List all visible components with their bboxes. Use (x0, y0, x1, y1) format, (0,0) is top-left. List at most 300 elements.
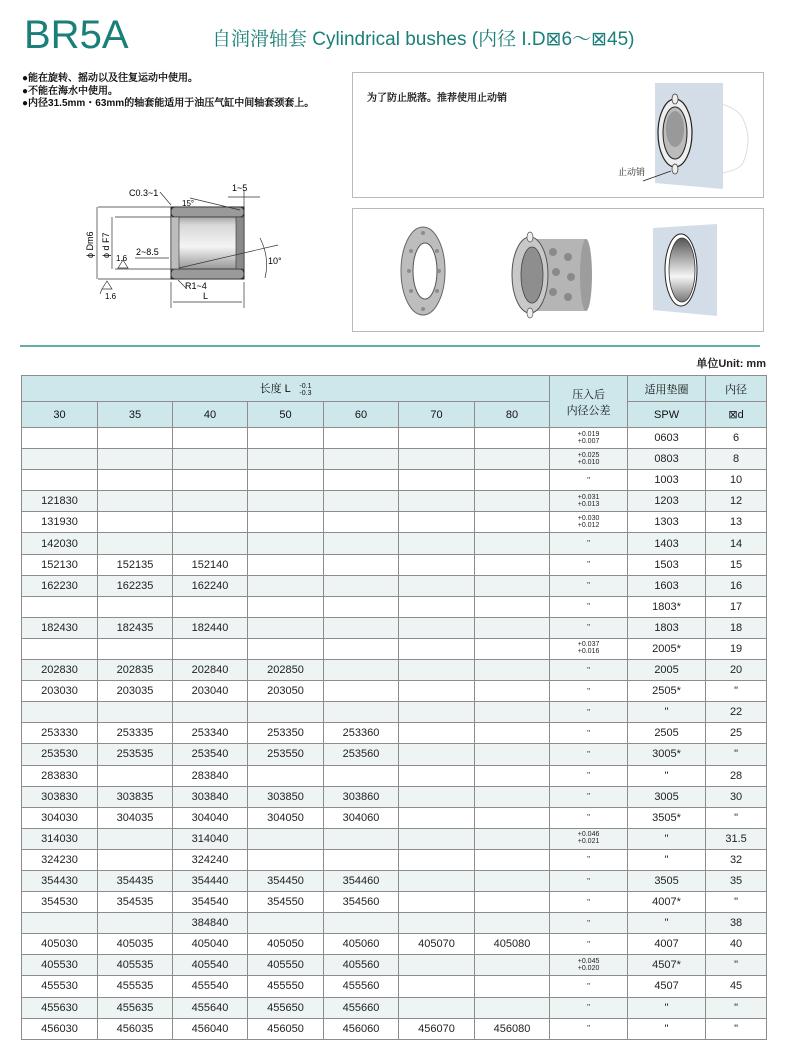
part-number-cell (324, 638, 399, 659)
part-number-cell: 253550 (248, 744, 324, 765)
part-number-cell: 202840 (173, 660, 248, 681)
part-number-cell (173, 428, 248, 449)
part-number-cell (475, 976, 550, 997)
part-number-cell: 202850 (248, 660, 324, 681)
part-number-cell (248, 512, 324, 533)
part-number-cell (475, 870, 550, 891)
header-row-1 (22, 376, 767, 402)
part-number-cell (399, 744, 475, 765)
length-column-header: 30 (22, 402, 98, 428)
part-number-cell (399, 976, 475, 997)
part-number-cell: 283830 (22, 765, 98, 786)
part-number-cell (475, 765, 550, 786)
length-column-header: 35 (98, 402, 173, 428)
part-number-cell: 131930 (22, 512, 98, 533)
inner-diameter-cell: " (706, 997, 767, 1018)
tolerance-cell: " (550, 596, 628, 617)
length-column-header: 40 (173, 402, 248, 428)
part-number-cell: 324240 (173, 849, 248, 870)
part-number-cell (173, 491, 248, 512)
part-number-cell (475, 470, 550, 491)
inner-diameter-cell: 25 (706, 723, 767, 744)
washer-cell: " (628, 828, 706, 849)
washer-cell: 1303 (628, 512, 706, 533)
table-row (22, 1018, 767, 1039)
inner-diameter-cell: 30 (706, 786, 767, 807)
feature-notes (22, 73, 314, 111)
part-number-cell (22, 702, 98, 723)
inner-diameter-cell: 6 (706, 428, 767, 449)
tolerance-lower: +0.020 (577, 964, 600, 972)
inner-diameter-cell: 12 (706, 491, 767, 512)
tolerance-lower: +0.012 (577, 521, 600, 529)
washer-cell: 0603 (628, 428, 706, 449)
inner-diameter-cell: 38 (706, 913, 767, 934)
part-number-cell: 203035 (98, 681, 173, 702)
part-number-cell (324, 660, 399, 681)
washer-cell: " (628, 849, 706, 870)
part-number-cell (475, 617, 550, 638)
part-number-cell (399, 828, 475, 849)
part-number-cell: 405070 (399, 934, 475, 955)
tolerance-cell: " (550, 660, 628, 681)
part-number-cell (248, 449, 324, 470)
tolerance-value (578, 452, 600, 466)
part-number-cell (399, 870, 475, 891)
tolerance-cell: " (550, 723, 628, 744)
tolerance-cell (550, 828, 628, 849)
inner-diameter-cell: 22 (706, 702, 767, 723)
table-row (22, 849, 767, 870)
part-number-cell: 203030 (22, 681, 98, 702)
part-number-cell (98, 913, 173, 934)
washer-cell: " (628, 702, 706, 723)
part-number-cell (475, 449, 550, 470)
table-row (22, 638, 767, 659)
part-number-cell (399, 512, 475, 533)
part-number-cell: 354435 (98, 870, 173, 891)
length-label: L (203, 291, 209, 301)
part-number-cell (399, 702, 475, 723)
inner-diameter-cell: 40 (706, 934, 767, 955)
inner-diameter-cell: 31.5 (706, 828, 767, 849)
part-number-cell (98, 828, 173, 849)
inner-diameter-cell: 28 (706, 765, 767, 786)
part-number-cell (475, 997, 550, 1018)
tolerance-cell: " (550, 997, 628, 1018)
part-number-cell (399, 786, 475, 807)
part-number-cell (399, 765, 475, 786)
length-tol-lower: -0.3 (299, 389, 312, 397)
part-number-cell: 455535 (98, 976, 173, 997)
unit-label: 单位Unit: mm (696, 358, 766, 370)
part-number-cell (399, 617, 475, 638)
part-number-cell (475, 849, 550, 870)
part-number-cell: 203040 (173, 681, 248, 702)
part-number-cell (475, 892, 550, 913)
part-number-cell: 405060 (324, 934, 399, 955)
tolerance-cell: " (550, 554, 628, 575)
part-number-cell (324, 533, 399, 554)
tolerance-lower: +0.013 (577, 500, 600, 508)
angle-15-label: 15° (182, 199, 195, 208)
part-number-cell (248, 491, 324, 512)
washer-cell: 1603 (628, 575, 706, 596)
part-number-cell: 405560 (324, 955, 399, 976)
tolerance-cell (550, 512, 628, 533)
inner-diameter-cell: 17 (706, 596, 767, 617)
tolerance-upper: +0.025 (577, 451, 600, 459)
tolerance-cell: " (550, 1018, 628, 1039)
washer-header: 适用垫圈 (628, 376, 706, 402)
tolerance-upper: +0.045 (577, 957, 600, 965)
part-number-cell (475, 955, 550, 976)
part-number-cell (22, 428, 98, 449)
table-row (22, 744, 767, 765)
part-number-cell (98, 428, 173, 449)
washer-cell: 3505* (628, 807, 706, 828)
part-number-cell (98, 596, 173, 617)
part-number-cell: 152140 (173, 554, 248, 575)
part-number-cell: 253360 (324, 723, 399, 744)
length-column-header: 60 (324, 402, 399, 428)
part-number-cell (475, 491, 550, 512)
part-number-cell (173, 470, 248, 491)
part-number-cell: 253340 (173, 723, 248, 744)
tolerance-cell: " (550, 870, 628, 891)
part-number-cell (248, 913, 324, 934)
table-row (22, 470, 767, 491)
part-number-cell (98, 533, 173, 554)
part-number-cell: 354430 (22, 870, 98, 891)
part-number-cell: 455630 (22, 997, 98, 1018)
part-number-cell: 354560 (324, 892, 399, 913)
length-column-header: 70 (399, 402, 475, 428)
part-number-cell: 253535 (98, 744, 173, 765)
part-number-cell (475, 913, 550, 934)
part-number-cell (475, 702, 550, 723)
washer-cell: 2505* (628, 681, 706, 702)
washer-cell: " (628, 913, 706, 934)
inner-diameter-cell: 15 (706, 554, 767, 575)
part-number-cell: 354535 (98, 892, 173, 913)
washer-cell: " (628, 765, 706, 786)
part-number-cell (22, 913, 98, 934)
part-number-cell: 456050 (248, 1018, 324, 1039)
part-number-cell (475, 723, 550, 744)
part-number-cell: 304030 (22, 807, 98, 828)
part-number-cell: 354550 (248, 892, 324, 913)
tolerance-cell: " (550, 533, 628, 554)
part-number-cell: 405030 (22, 934, 98, 955)
part-number-cell: 455640 (173, 997, 248, 1018)
part-number-cell (475, 786, 550, 807)
part-number-cell: 455650 (248, 997, 324, 1018)
part-number-cell (475, 828, 550, 849)
tolerance-cell: " (550, 765, 628, 786)
part-number-cell: 405530 (22, 955, 98, 976)
part-number-cell (399, 491, 475, 512)
part-number-cell: 405535 (98, 955, 173, 976)
table-row (22, 786, 767, 807)
part-number-cell (324, 765, 399, 786)
inner-dia-label: ϕ d F7 (101, 232, 111, 258)
part-number-cell: 354450 (248, 870, 324, 891)
inner-diameter-cell: 19 (706, 638, 767, 659)
roughness-outer-label: 1.6 (105, 292, 117, 301)
inner-diameter-cell: 10 (706, 470, 767, 491)
part-number-cell: 162230 (22, 575, 98, 596)
part-number-cell: 304050 (248, 807, 324, 828)
part-number-cell: 405080 (475, 934, 550, 955)
tolerance-cell: " (550, 807, 628, 828)
part-number-cell (248, 428, 324, 449)
part-number-cell: 253335 (98, 723, 173, 744)
angle-10-label: 10° (268, 256, 282, 266)
washer-cell: 1803 (628, 617, 706, 638)
part-number-cell (475, 428, 550, 449)
part-number-cell (248, 702, 324, 723)
note-item: ●能在旋转、摇动以及往复运动中使用。 (22, 73, 199, 84)
part-number-cell (475, 533, 550, 554)
table-row (22, 681, 767, 702)
tolerance-cell: " (550, 470, 628, 491)
table-row (22, 617, 767, 638)
installed-bush-image (653, 224, 723, 319)
tolerance-cell: " (550, 934, 628, 955)
part-number-cell: 304040 (173, 807, 248, 828)
tolerance-cell: " (550, 913, 628, 934)
length-column-header: 50 (248, 402, 324, 428)
part-number-cell (173, 512, 248, 533)
inner-diameter-cell: 13 (706, 512, 767, 533)
part-number-cell: 354530 (22, 892, 98, 913)
part-number-cell (173, 702, 248, 723)
part-number-cell (324, 617, 399, 638)
part-number-cell (98, 638, 173, 659)
part-number-cell: 202835 (98, 660, 173, 681)
tolerance-lower: +0.016 (577, 648, 600, 656)
header-row-2 (22, 402, 767, 428)
installation-note-box (352, 72, 764, 198)
outer-dia-label: ϕ Dm6 (85, 231, 95, 258)
tolerance-upper: +0.037 (577, 641, 600, 649)
part-number-cell: 162235 (98, 575, 173, 596)
part-number-cell: 455660 (324, 997, 399, 1018)
washer-cell: 2505 (628, 723, 706, 744)
tolerance-cell (550, 491, 628, 512)
part-number-cell (248, 554, 324, 575)
table-row (22, 449, 767, 470)
washer-cell: 1403 (628, 533, 706, 554)
tolerance-lower: +0.010 (577, 458, 600, 466)
installation-caption: 为了防止脱落。推荐使用止动销 (367, 93, 507, 104)
part-number-cell (324, 849, 399, 870)
id-subheader: ⊠d (706, 402, 767, 428)
table-row (22, 997, 767, 1018)
table-row (22, 955, 767, 976)
dimension-table (21, 375, 767, 1040)
part-number-cell (22, 449, 98, 470)
inner-diameter-cell: " (706, 681, 767, 702)
part-number-cell (475, 807, 550, 828)
washer-cell: 1203 (628, 491, 706, 512)
part-number-cell (399, 449, 475, 470)
part-number-cell (248, 617, 324, 638)
part-number-cell: 384840 (173, 913, 248, 934)
part-number-cell (399, 955, 475, 976)
part-number-cell: 162240 (173, 575, 248, 596)
part-number-cell (475, 575, 550, 596)
tolerance-cell (550, 955, 628, 976)
tolerance-upper: +0.030 (577, 514, 600, 522)
tolerance-cell: " (550, 575, 628, 596)
washer-subheader: SPW (628, 402, 706, 428)
part-number-cell (475, 638, 550, 659)
part-number-cell: 456080 (475, 1018, 550, 1039)
part-number-cell (324, 512, 399, 533)
part-number-cell (173, 638, 248, 659)
tolerance-value (578, 515, 600, 529)
part-number-cell: 455560 (324, 976, 399, 997)
tolerance-cell: " (550, 702, 628, 723)
inner-diameter-cell: 35 (706, 870, 767, 891)
part-number-cell (248, 828, 324, 849)
groove-label: 1~5 (232, 183, 248, 193)
length-tol-upper: -0.1 (299, 382, 312, 390)
washer-cell: 1503 (628, 554, 706, 575)
part-number-cell (399, 638, 475, 659)
part-number-cell (22, 596, 98, 617)
washer-cell: 0803 (628, 449, 706, 470)
washer-cell: 3505 (628, 870, 706, 891)
inner-diameter-cell: " (706, 955, 767, 976)
part-number-cell: 456035 (98, 1018, 173, 1039)
table-row (22, 575, 767, 596)
tolerance-header-line2: 内径公差 (566, 404, 611, 417)
tolerance-cell: " (550, 681, 628, 702)
part-number-cell: 203050 (248, 681, 324, 702)
part-number-cell (324, 554, 399, 575)
tolerance-cell: " (550, 744, 628, 765)
table-row (22, 976, 767, 997)
table-row (22, 723, 767, 744)
inner-diameter-cell: 20 (706, 660, 767, 681)
part-number-cell: 304035 (98, 807, 173, 828)
inner-diameter-cell: " (706, 744, 767, 765)
table-row (22, 596, 767, 617)
tolerance-header (550, 376, 628, 428)
part-number-cell: 456060 (324, 1018, 399, 1039)
part-number-cell: 455540 (173, 976, 248, 997)
part-number-cell (399, 428, 475, 449)
part-number-cell: 303835 (98, 786, 173, 807)
length-header (22, 376, 550, 402)
depth-label: 2~8.5 (136, 247, 159, 257)
part-number-cell (475, 681, 550, 702)
part-number-cell: 304060 (324, 807, 399, 828)
part-number-cell (475, 554, 550, 575)
chamfer-label: C0.3~1 (129, 188, 159, 198)
tolerance-value (578, 431, 600, 445)
note-item: ●不能在海水中使用。 (22, 85, 119, 97)
tolerance-value (578, 958, 600, 972)
table-row (22, 533, 767, 554)
part-number-cell (399, 470, 475, 491)
tolerance-value (578, 494, 600, 508)
part-number-cell (173, 596, 248, 617)
table-row (22, 512, 767, 533)
product-subtitle: 自润滑轴套 Cylindrical bushes (内径 I.D⊠6～⊠45) (212, 29, 635, 50)
part-number-cell (98, 512, 173, 533)
id-header: 内径 (706, 376, 767, 402)
part-number-cell: 152130 (22, 554, 98, 575)
part-number-cell: 253330 (22, 723, 98, 744)
inner-diameter-cell: " (706, 1018, 767, 1039)
part-number-cell: 455635 (98, 997, 173, 1018)
part-number-cell: 354460 (324, 870, 399, 891)
washer-cell: 2005 (628, 660, 706, 681)
part-number-cell (248, 533, 324, 554)
part-number-cell: 405050 (248, 934, 324, 955)
washer-cell: 4007 (628, 934, 706, 955)
part-number-cell: 182430 (22, 617, 98, 638)
table-row (22, 428, 767, 449)
part-number-cell (324, 681, 399, 702)
part-number-cell (173, 449, 248, 470)
part-number-cell (399, 681, 475, 702)
part-number-cell (248, 638, 324, 659)
part-number-cell (475, 744, 550, 765)
inner-diameter-cell: 14 (706, 533, 767, 554)
table-row (22, 892, 767, 913)
tolerance-cell: " (550, 617, 628, 638)
part-number-cell: 456030 (22, 1018, 98, 1039)
washer-cell: 4507* (628, 955, 706, 976)
tolerance-cell: " (550, 849, 628, 870)
washer-cell: 2005* (628, 638, 706, 659)
length-column-header: 80 (475, 402, 550, 428)
part-number-cell: 202830 (22, 660, 98, 681)
inner-diameter-cell: 8 (706, 449, 767, 470)
table-row (22, 913, 767, 934)
part-number-cell (324, 449, 399, 470)
part-number-cell (248, 849, 324, 870)
inner-diameter-cell: " (706, 807, 767, 828)
section-divider (20, 345, 760, 347)
part-number-cell (324, 470, 399, 491)
table-row (22, 828, 767, 849)
part-number-cell: 182435 (98, 617, 173, 638)
bushing-section (171, 207, 244, 279)
tolerance-upper: +0.046 (577, 831, 600, 839)
part-number-cell (248, 575, 324, 596)
part-number-cell (399, 533, 475, 554)
tolerance-lower: +0.021 (577, 838, 600, 846)
tolerance-cell (550, 449, 628, 470)
model-code: BR5A (24, 13, 129, 57)
inner-diameter-cell: 45 (706, 976, 767, 997)
part-number-cell (399, 660, 475, 681)
part-number-cell (399, 554, 475, 575)
part-number-cell (22, 638, 98, 659)
part-number-cell: 303840 (173, 786, 248, 807)
tolerance-value (578, 831, 600, 845)
washer-cell: 3005 (628, 786, 706, 807)
thrust-washer-image (393, 221, 453, 321)
washer-cell: 3005* (628, 744, 706, 765)
tolerance-upper: +0.019 (577, 430, 600, 438)
